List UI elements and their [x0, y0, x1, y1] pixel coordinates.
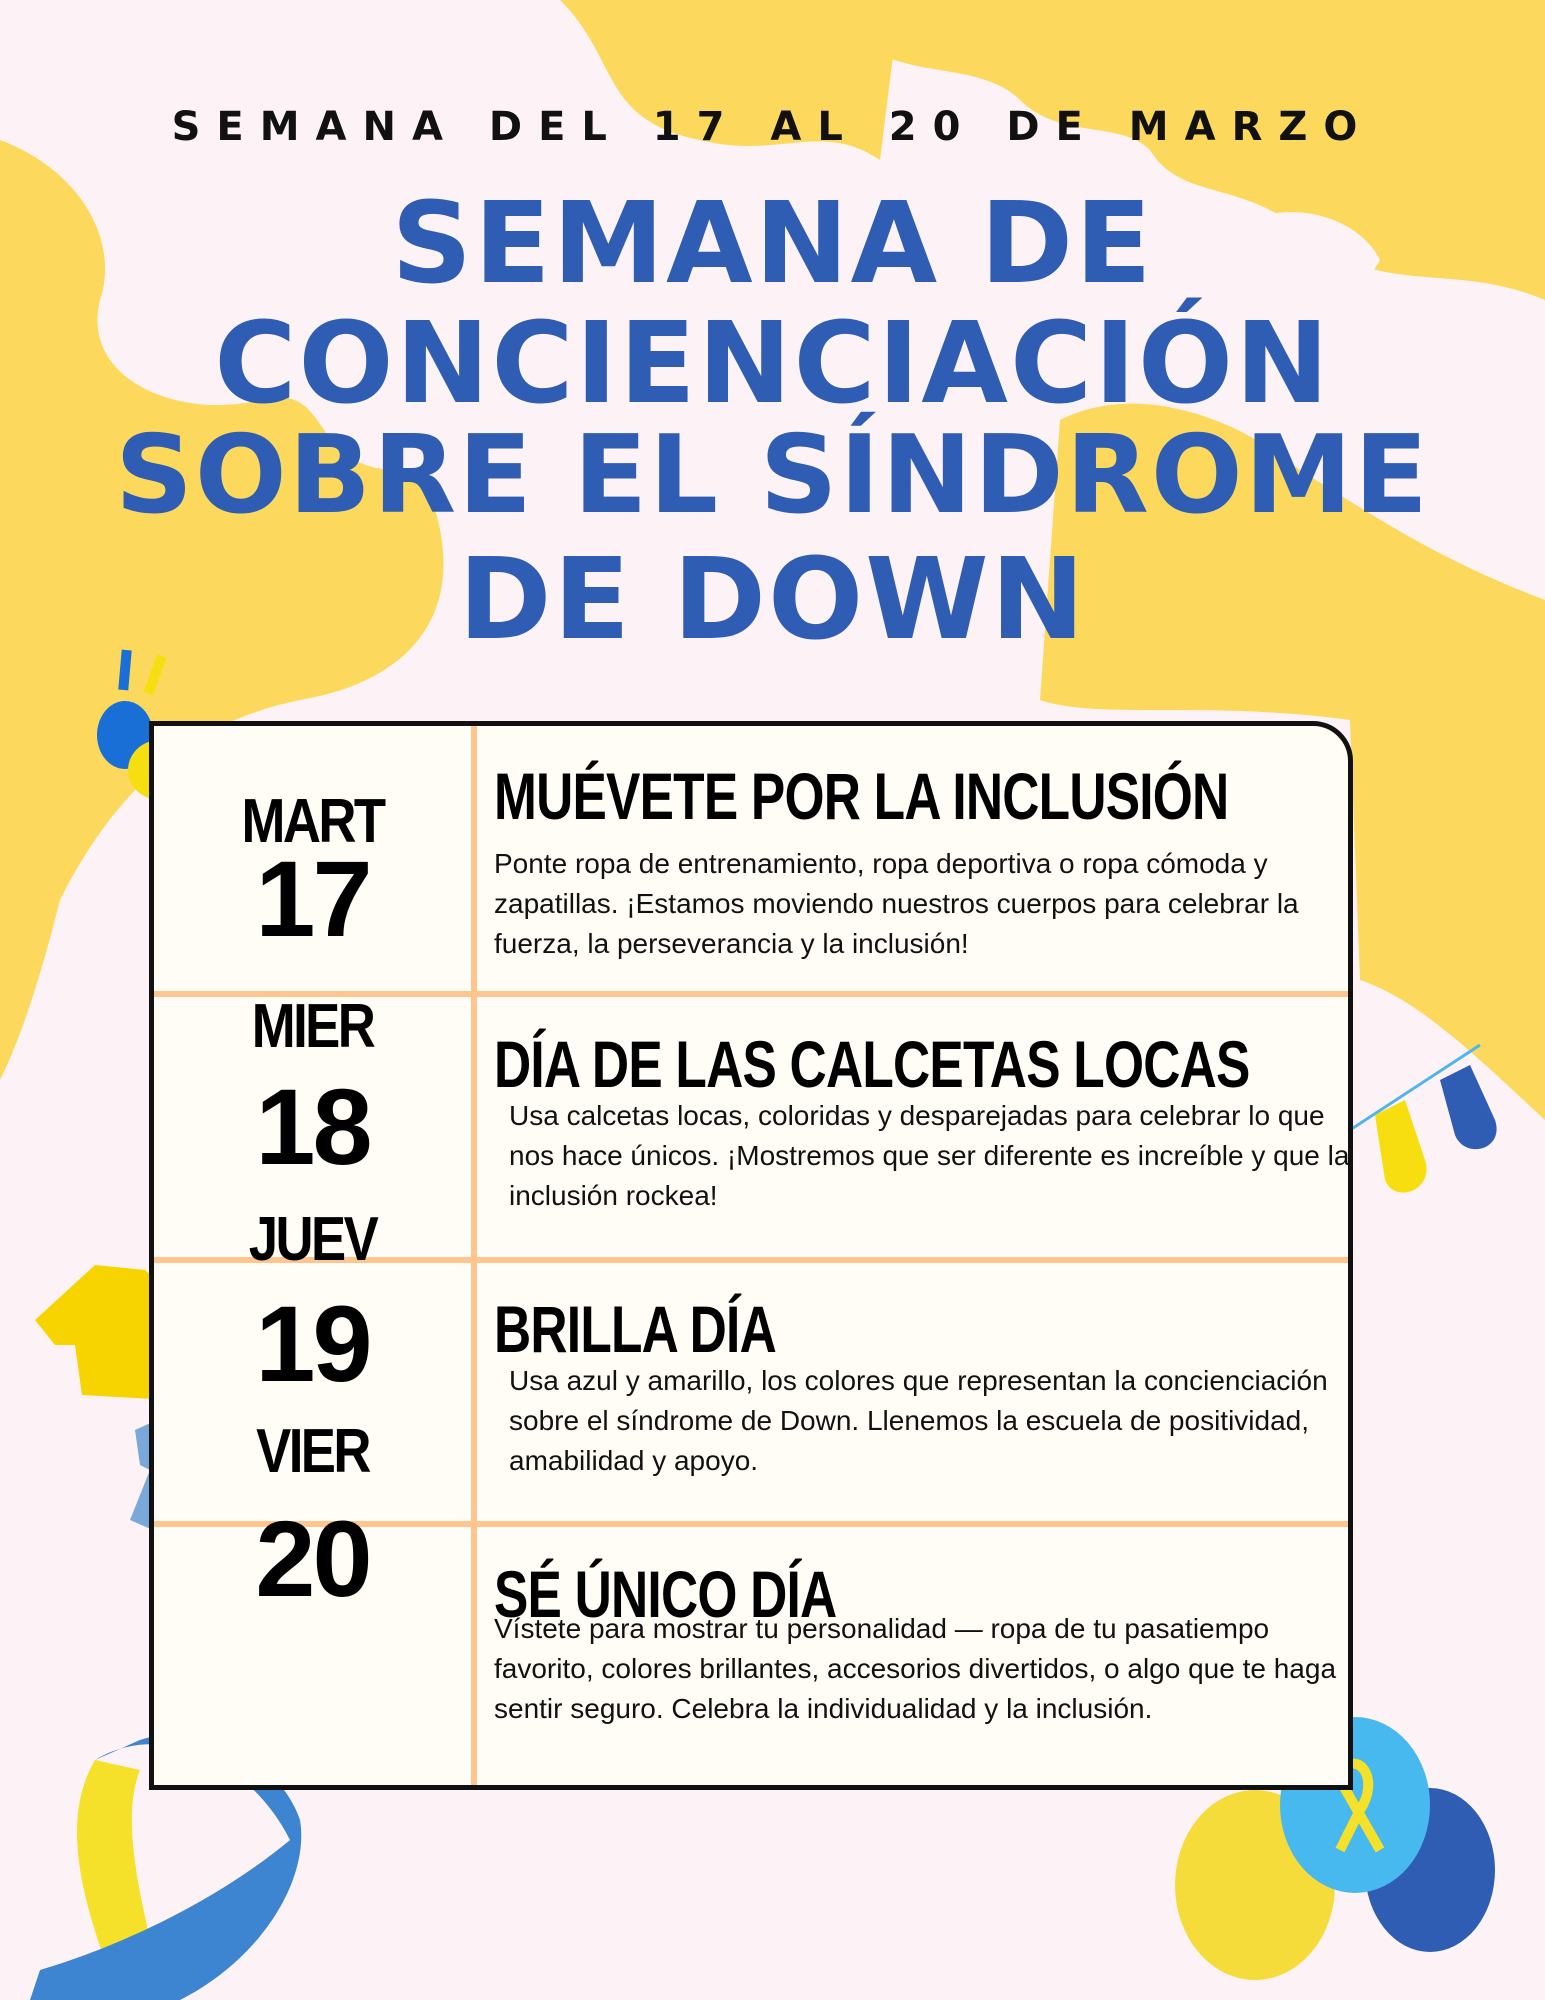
day-name: MART [241, 787, 384, 856]
schedule-table [149, 721, 1353, 1790]
day-date: 19 [255, 1283, 370, 1404]
activity-heading: MUÉVETE POR LA INCLUSIÓN [494, 759, 1229, 833]
activity-description: Ponte ropa de entrenamiento, ropa deportiva o ropa cómoda y zapatillas. ¡Estamos moviendo nuestros cuerpos para celebrar la fuerza, la perseverancia y la inclusión! [494, 848, 1299, 959]
column-divider [471, 726, 477, 1785]
title-line-2: CONCIENCIACIÓN [214, 299, 1331, 429]
day-date: 17 [255, 838, 370, 959]
activity-heading: SÉ ÚNICO DÍA [494, 1557, 837, 1631]
event-dates-subtitle: SEMANA DEL 17 AL 20 DE MARZO [171, 104, 1374, 150]
title-line-4: DE DOWN [458, 535, 1087, 665]
activity-description: Usa calcetas locas, coloridas y desparejadas para celebrar lo que nos hace únicos. ¡Mostremos que ser diferente es increíble y que la inclusión rockea! [509, 1100, 1350, 1211]
activity-description: Vístete para mostrar tu personalidad — ropa de tu pasatiempo favorito, colores brillantes, accesorios divertidos, o algo que te haga sentir seguro. Celebra la individualidad y la inclusión. [494, 1613, 1337, 1724]
socks-icon [1350, 1045, 1497, 1193]
activity-heading: BRILLA DÍA [494, 1292, 776, 1366]
day-date: 20 [255, 1498, 370, 1619]
day-date: 18 [255, 1066, 370, 1187]
activity-heading: DÍA DE LAS CALCETAS LOCAS [494, 1027, 1250, 1101]
day-name: VIER [256, 1417, 369, 1486]
day-name: MIER [251, 992, 374, 1061]
title-line-1: SEMANA DE [391, 179, 1154, 309]
title-line-3: SOBRE EL SÍNDROME [115, 413, 1430, 538]
day-name: JUEV [248, 1205, 377, 1274]
activity-description: Usa azul y amarillo, los colores que representan la concienciación sobre el síndrome de Down. Llenemos la escuela de positividad, amabilidad y apoyo. [509, 1365, 1328, 1476]
